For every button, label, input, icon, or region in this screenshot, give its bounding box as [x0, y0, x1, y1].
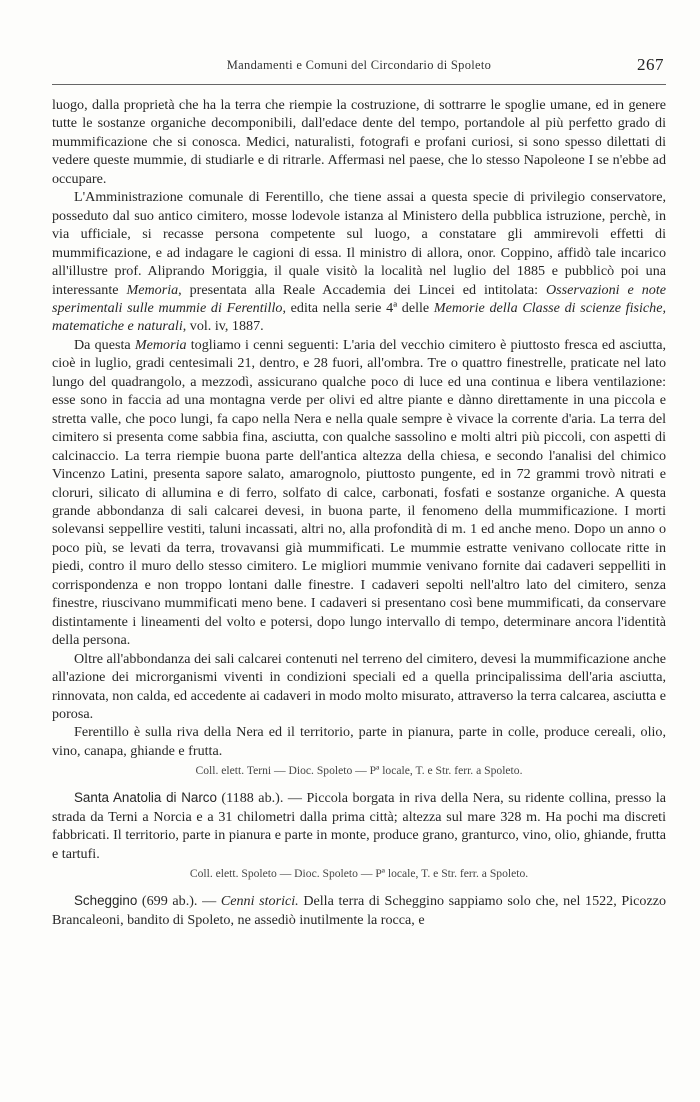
- text-span: Della terra di Scheggino sappiamo solo che, nel 1522, Picozzo Brancaleoni, bandito di Spoleto, ne assediò inutilmente la rocca, e: [52, 893, 666, 928]
- italic-title: Osservazioni e note sperimentali sulle mummie di Ferentillo: [52, 281, 666, 316]
- text-span: , presentata alla Reale Accademia dei Lincei ed intitolata:: [178, 281, 546, 298]
- header-rule: [52, 84, 666, 85]
- electoral-note: Coll. elett. Spoleto — Dioc. Spoleto — Pª locale, T. e Str. ferr. a Spoleto.: [189, 867, 529, 881]
- paragraph-ferentillo-territory: Ferentillo è sulla riva della Nera ed il territorio, parte in pianura, parte in colle, produce cereali, olio, vino, canapa, ghiande e frutta.: [52, 724, 666, 759]
- paragraph-memoria-notes: [52, 336, 666, 650]
- text-span: togliamo i cenni seguenti: L'aria del vecchio cimitero è piuttosto fresca ed asciutta, cioè in luglio, gradi centesimali 21, dentro, e 28 fuori, all'ombra. Tre o quattro finestrelle, praticate nel lato lungo del quadrangolo, a mezzodì, assicurano qualche poco di luce ed una continua e libera ventilazione: esse sono in faccia ad una montagna verde per olivi ed altre piante e dànno direttamente in una piccola e stretta valle, che poco lungi, fa capo nella Nera e nella quale sempre è vivace la corrente d'aria. La terra del cimitero si presenta come sabbia fina, asciutta, con qualche sassolino e molti altri più piccoli, con aspetti di calcinaccio. La terra riempie buona parte dell'antica altezza della chiesa, e secondo l'analisi del chimico Vincenzo Latini, presenta sapore salato, amarognolo, piuttosto pungente, ed in 72 grammi trovò nitrati e cloruri, silicato di allumina e di ferro, solfato di calce, carbonati, fosfati e sostanze organiche. A questa grande abbondanza di sali calcarei devesi, in buona parte, il fenomeno della mummificazione. I morti solevansi seppellire vestiti, taluni incassati, altri no, alla profondità di m. 1 ed anche meno. Dopo un anno o poco più, se levati da terra, trovavansi già mummificati. Le mummie estratte venivano collocate ritte in piedi, contro il muro dello stesso cimitero. Le migliori mummie venivano fornite dai cadaveri seppelliti in corrispondenza e non troppo lontani dalle finestre. I cadaveri sepolti nell'altro lato del cimitero, senza finestre, riuscivano mummificati meno bene. I cadaveri si presentano così bene mummificati, da conservare distintamente i lineamenti del volto e potersi, dopo lungo intervallo di tempo, determinare ancora l'identità della persona.: [52, 336, 666, 649]
- italic-title: Memoria: [126, 281, 179, 298]
- body-text: [52, 96, 666, 929]
- entry-name: Santa Anatolia di Narco: [74, 790, 217, 806]
- page-number: 267: [637, 55, 664, 74]
- entry-scheggino: [52, 892, 666, 929]
- italic-title: Memoria: [134, 336, 187, 353]
- text-span: Da questa: [74, 336, 135, 353]
- page-header: [52, 55, 666, 82]
- text-span: , vol. iv, 1887.: [182, 318, 264, 335]
- text-span: (1188 ab.). — Piccola borgata in riva della Nera, su ridente collina, presso la strada da Terni a Norcia e a 31 chilometri dalla prima città; altezza sul mare 328 m. Ha pochi ma discreti fabbricati. Il territorio, parte in pianura e parte in monte, produce grano, granturco, vino, olio, ghiande, frutta e tartufi.: [52, 790, 666, 862]
- paragraph-mummies-intro: luogo, dalla proprietà che ha la terra che riempie la costruzione, di sottrarre le spoglie umane, ed in genere tutte le sostanze organiche decomponibili, dall'edace dente del tempo, portandole al più perfetto grado di mummificazione che si conosca. Medici, naturalisti, fotografi e profani curiosi, si sono spesso dilettati di vedere queste mummie, di studiarle e di ritrarle. Affermasi nel paese, che lo stesso Napoleone I se n'ebbe ad occupare.: [52, 97, 666, 187]
- text-span: L'Amministrazione comunale di Ferentillo, che tiene assai a questa specie di privilegio conservatore, posseduto dal suo antico cimitero, mosse lodevole istanza al Ministero della pubblica istruzione, perchè, in via ufficiale, si recasse persona competente sul luogo, a constatare gli ammirevoli effetti di mummificazione, e ad indagare le cagioni di essa. Il ministro di allora, onor. Coppino, affidò tale incarico all'illustre prof. Aliprando Moriggia, il quale visitò la località nel luglio del 1885 e pubblicò poi una interessante: [52, 189, 666, 298]
- italic-heading: Cenni storici.: [220, 893, 299, 910]
- paragraph-mummification-causes: Oltre all'abbondanza dei sali calcarei contenuti nel terreno del cimitero, devesi la mummificazione anche all'azione dei microrganismi viventi in condizioni speciali ed a quella principalissima dell'aria asciutta, rinnovata, non calda, ed accedente ai cadaveri in modo molto misurato, attraverso la terra calcarea, asciutta e porosa.: [52, 650, 666, 722]
- entry-santa-anatolia: [52, 789, 666, 863]
- paragraph-administration: [52, 188, 666, 336]
- entry-name: Scheggino: [74, 893, 138, 909]
- italic-title: Memorie della Classe di scienze fisiche, matematiche e naturali: [52, 299, 666, 335]
- text-span: (699 ab.). —: [137, 893, 221, 910]
- electoral-note: Coll. elett. Terni — Dioc. Spoleto — Pª locale, T. e Str. ferr. a Spoleto.: [195, 764, 523, 778]
- text-span: , edita nella serie 4ª delle: [282, 299, 434, 316]
- running-title: Mandamenti e Comuni del Circondario di Spoleto: [226, 58, 492, 72]
